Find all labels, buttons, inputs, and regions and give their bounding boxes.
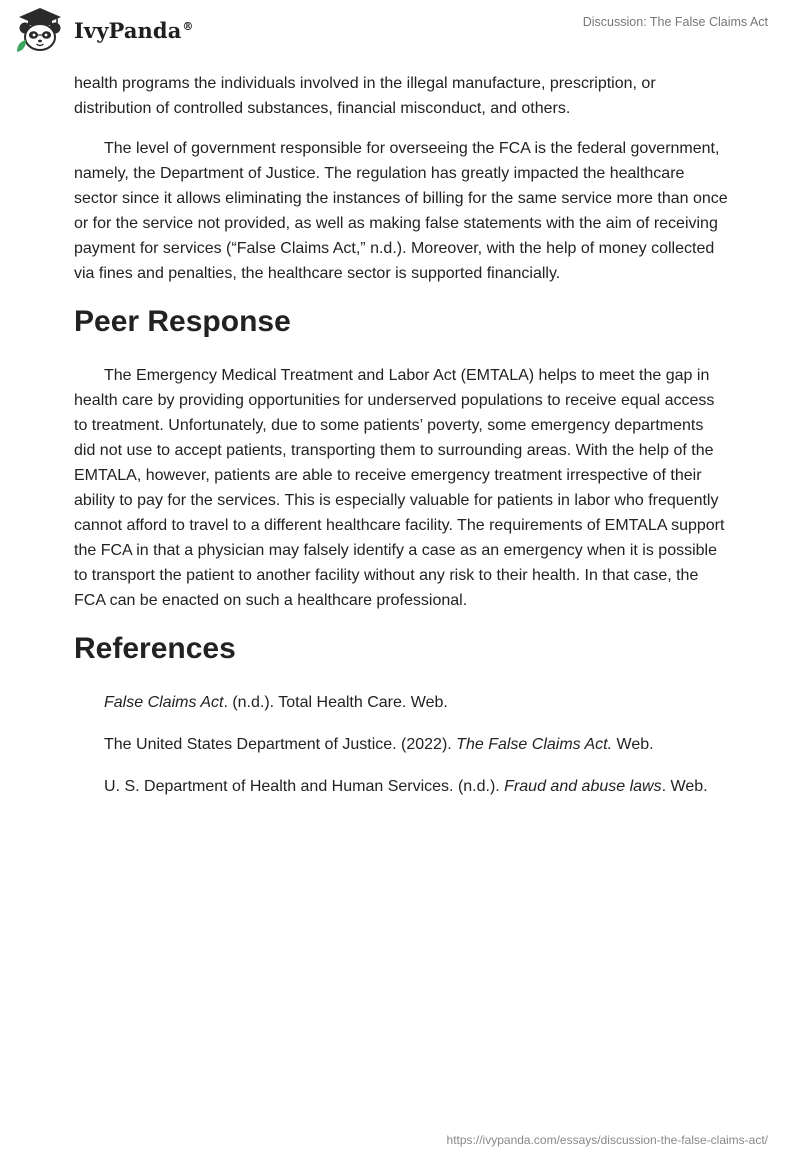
page-header [0,0,800,62]
brand-name: IvyPanda® [74,17,194,43]
reference-item: False Claims Act. (n.d.). Total Health Care. Web. [104,694,448,711]
paragraph-continuation: health programs the individuals involved in the illegal manufacture, prescription, or distribution of controlled substances, financial misconduct, and others. [74,75,656,117]
references-heading: References [74,632,236,665]
document-title: Discussion: The False Claims Act [582,15,768,29]
paragraph-government-level: The level of government responsible for overseeing the FCA is the federal government, namely, the Department of Justice. The regulation has greatly impacted the healthcare sector since it allows eliminating the instances of billing for the same service more than once or for the service not provided, as well as making false statements with the aim of receiving payment for services (“False Claims Act,” n.d.). Moreover, with the help of money collected via fines and penalties, the healthcare sector is supported financially. [74,140,728,282]
essay-content [74,71,728,816]
source-url-link[interactable]: https://ivypanda.com/essays/discussion-the-false-claims-act/ [446,1133,768,1147]
peer-response-heading: Peer Response [74,305,291,338]
reference-item: The United States Department of Justice. (2022). The False Claims Act. Web. [104,736,654,753]
ivypanda-logo[interactable] [14,6,194,54]
references-list [74,690,728,799]
reference-item: U. S. Department of Health and Human Services. (n.d.). Fraud and abuse laws. Web. [104,778,708,795]
panda-logo-icon [14,6,66,54]
peer-response-paragraph: The Emergency Medical Treatment and Labor Act (EMTALA) helps to meet the gap in health care by providing opportunities for underserved populations to receive equal access to treatment. Unfortunately, due to some patients’ poverty, some emergency departments did not use to accept patients, transporting them to surrounding areas. With the help of the EMTALA, however, patients are able to receive emergency treatment irrespective of their ability to pay for the services. This is especially valuable for patients in labor who frequently cannot afford to travel to a different healthcare facility. The requirements of EMTALA support the FCA in that a physician may falsely identify a case as an emergency when it is possible to transport the patient to another facility without any risk to their health. In that case, the FCA can be enacted on such a healthcare professional. [74,367,725,609]
